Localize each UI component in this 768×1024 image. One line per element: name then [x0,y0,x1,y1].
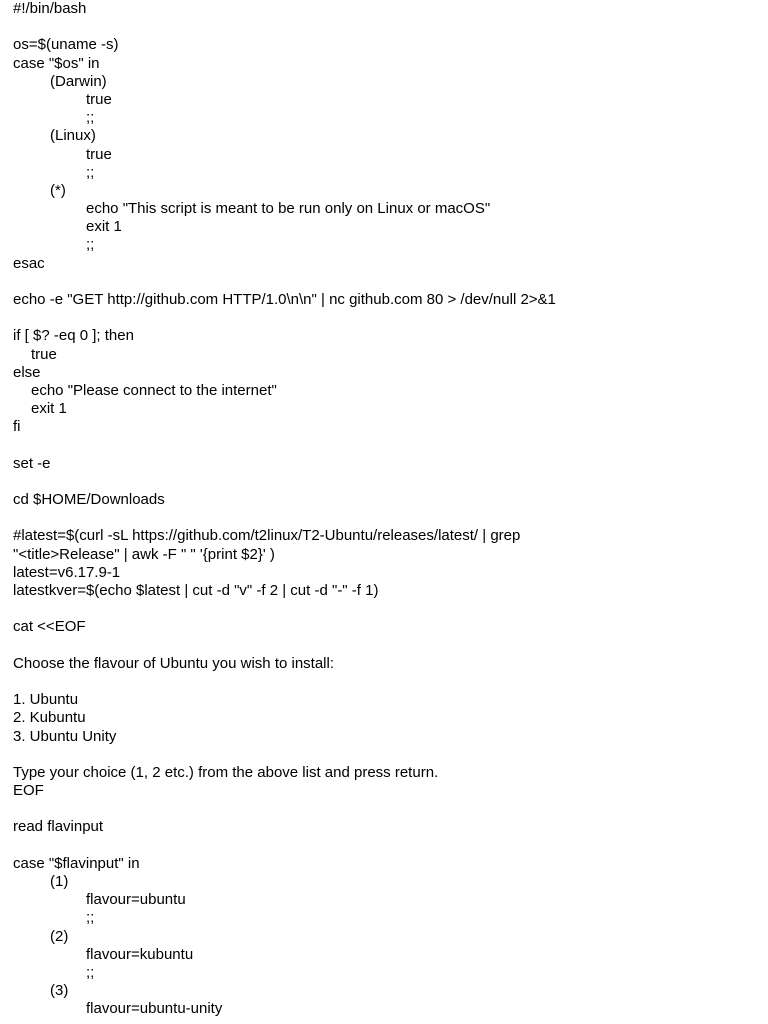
code-line: #!/bin/bash [13,0,87,17]
blank-line [13,600,758,618]
blank-line [13,800,758,818]
code-line: if [ $? -eq 0 ]; then [13,327,134,345]
code-line: esac [13,254,45,272]
code-line: flavour=kubuntu [86,945,194,963]
code-line: latest=v6.17.9-1 [13,563,121,581]
code-line: (*) [50,181,66,199]
code-line: (Darwin) [50,72,107,90]
code-line: os=$(uname -s) [13,36,119,54]
code-line: 2. Kubuntu [13,709,86,727]
code-line: echo "Please connect to the internet" [31,381,277,399]
code-line: echo -e "GET http://github.com HTTP/1.0\n\n" | nc github.com 80 > /dev/null 2>&1 [13,291,556,308]
code-line: ;; [86,236,95,254]
code-line: true [86,145,112,163]
code-line: exit 1 [31,400,67,418]
code-line: ;; [86,163,95,181]
blank-line [13,473,758,491]
code-line: set -e [13,454,51,472]
code-line: exit 1 [86,218,122,236]
code-line: EOF [13,782,44,800]
blank-line [13,273,758,291]
code-line: (2) [50,927,69,945]
code-line: ;; [86,963,95,981]
script-document [13,0,758,1019]
code-line: echo "This script is meant to be run only on Linux or macOS" [86,200,491,218]
blank-line [13,309,758,327]
blank-line [13,837,758,855]
code-line: cat <<EOF [13,618,86,636]
code-line: flavour=ubuntu [86,891,186,909]
blank-line [13,18,758,36]
code-line: Type your choice (1, 2 etc.) from the above list and press return. [13,763,439,781]
code-line: true [31,345,57,363]
blank-line [13,437,758,455]
code-line: true [86,90,112,108]
blank-line [13,746,758,764]
code-line: case "$flavinput" in [13,854,140,872]
blank-line [13,509,758,527]
code-line: ;; [86,109,95,127]
code-line: #latest=$(curl -sL https://github.com/t2linux/T2-Ubuntu/releases/latest/ | grep [13,527,521,545]
code-line: 1. Ubuntu [13,691,79,709]
code-line: fi [13,418,21,436]
code-line: Choose the flavour of Ubuntu you wish to install: [13,654,335,672]
code-line: read flavinput [13,818,104,836]
code-line: (3) [50,982,69,1000]
blank-line [13,673,758,691]
code-line: 3. Ubuntu Unity [13,727,117,745]
code-line: (1) [50,873,69,890]
code-line: "<title>Release" | awk -F " " '{print $2}' ) [13,545,275,563]
code-line: else [13,363,41,381]
code-line: latestkver=$(echo $latest | cut -d "v" -f 2 | cut -d "-" -f 1) [13,582,379,599]
code-line: flavour=ubuntu-unity [86,1000,223,1018]
code-line: case "$os" in [13,54,100,72]
blank-line [13,637,758,655]
code-line: cd $HOME/Downloads [13,491,165,509]
code-line: ;; [86,909,95,927]
code-line: (Linux) [50,127,96,145]
